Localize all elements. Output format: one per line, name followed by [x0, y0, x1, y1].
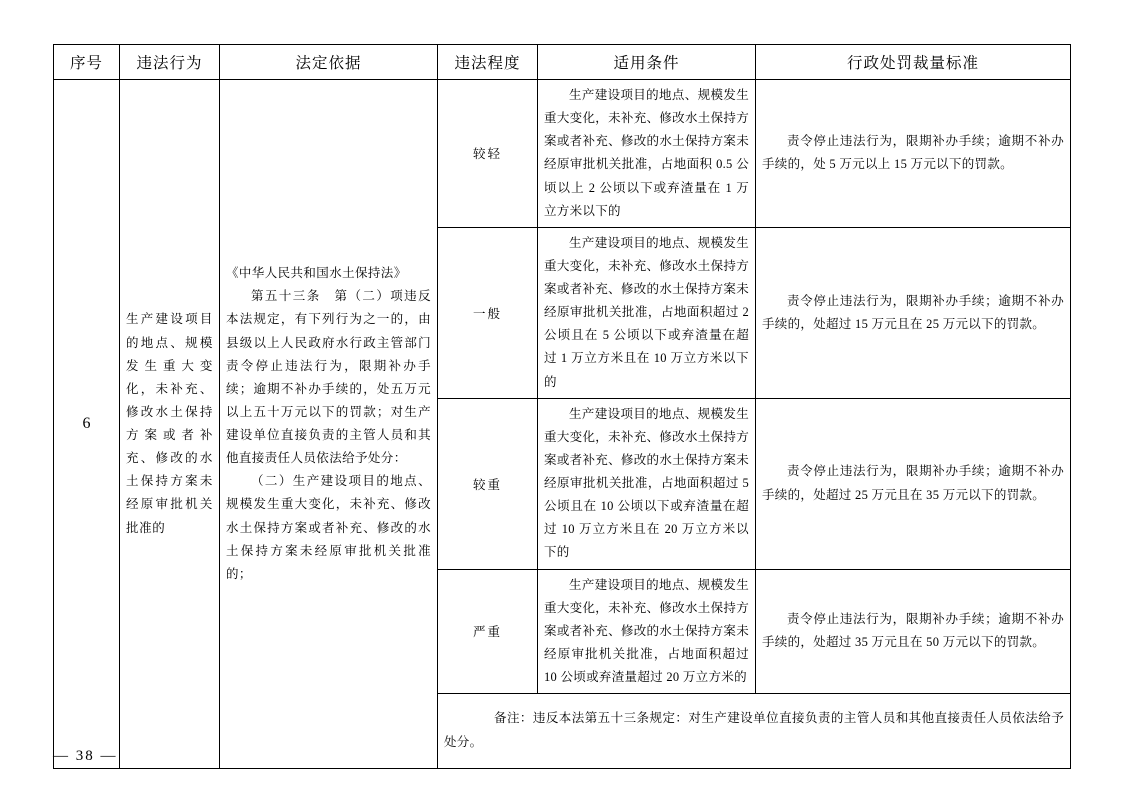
- legal-basis-article: 第五十三条 第（二）项违反本法规定，有下列行为之一的，由县级以上人民政府水行政主管部门责令停止违法行为，限期补办手续；逾期不补办手续的，处五万元以上五十万元以下的罚款；对生产建设单位直接负责的主管人员和其他直接责任人员依法给予处分：: [226, 289, 431, 466]
- cell-condition-2: 生产建设项目的地点、规模发生重大变化，未补充、修改水土保持方案或者补充、修改的水土保持方案未经原审批机关批准，占地面积超过 2 公顷且在 5 公顷以下或弃渣量在超过 1 万立方米且在 10 万立方米以下的: [538, 227, 756, 398]
- cell-remark: 备注：违反本法第五十三条规定：对生产建设单位直接负责的主管人员和其他直接责任人员依法给予处分。: [438, 694, 1071, 769]
- legal-basis-title: 《中华人民共和国水土保持法》: [226, 266, 407, 281]
- cell-degree-3: 较重: [438, 398, 538, 569]
- cell-standard-1: 责令停止违法行为，限期补办手续；逾期不补办手续的，处 5 万元以上 15 万元以下的罚款。: [756, 80, 1071, 228]
- column-header-basis: 法定依据: [220, 45, 438, 80]
- cell-legal-basis: [220, 80, 438, 769]
- table-row: [54, 80, 1071, 228]
- legal-basis-item: （二）生产建设项目的地点、规模发生重大变化，未补充、修改水土保持方案或者补充、修改的水土保持方案未经原审批机关批准的；: [226, 474, 431, 581]
- cell-standard-2: 责令停止违法行为，限期补办手续；逾期不补办手续的，处超过 15 万元且在 25 万元以下的罚款。: [756, 227, 1071, 398]
- column-header-standard: 行政处罚裁量标准: [756, 45, 1071, 80]
- cell-condition-1: 生产建设项目的地点、规模发生重大变化，未补充、修改水土保持方案或者补充、修改的水土保持方案未经原审批机关批准，占地面积 0.5 公顷以上 2 公顷以下或弃渣量在 1 万立方米以下的: [538, 80, 756, 228]
- column-header-no: 序号: [54, 45, 120, 80]
- table-header: [54, 45, 1071, 80]
- page-number: — 38 —: [53, 748, 118, 764]
- column-header-degree: 违法程度: [438, 45, 538, 80]
- cell-standard-4: 责令停止违法行为，限期补办手续；逾期不补办手续的，处超过 35 万元且在 50 万元以下的罚款。: [756, 569, 1071, 694]
- cell-degree-4: 严重: [438, 569, 538, 694]
- table-body: [54, 80, 1071, 769]
- table-header-row: [54, 45, 1071, 80]
- column-header-condition: 适用条件: [538, 45, 756, 80]
- cell-degree-1: 较轻: [438, 80, 538, 228]
- cell-condition-3: 生产建设项目的地点、规模发生重大变化，未补充、修改水土保持方案或者补充、修改的水土保持方案未经原审批机关批准，占地面积超过 5 公顷且在 10 公顷以下或弃渣量在超过 10 万立方米且在 20 万立方米以下的: [538, 398, 756, 569]
- penalty-discretion-table: [53, 44, 1071, 769]
- cell-degree-2: 一般: [438, 227, 538, 398]
- column-header-act: 违法行为: [120, 45, 220, 80]
- cell-serial-number: 6: [54, 80, 120, 769]
- cell-standard-3: 责令停止违法行为，限期补办手续；逾期不补办手续的，处超过 25 万元且在 35 万元以下的罚款。: [756, 398, 1071, 569]
- cell-illegal-act: 生产建设项目的地点、规模发生重大变化，未补充、修改水土保持方案或者补充、修改的水土保持方案未经原审批机关批准的: [120, 80, 220, 769]
- cell-condition-4: 生产建设项目的地点、规模发生重大变化，未补充、修改水土保持方案或者补充、修改的水土保持方案未经原审批机关批准，占地面积超过 10 公顷或弃渣量超过 20 万立方米的: [538, 569, 756, 694]
